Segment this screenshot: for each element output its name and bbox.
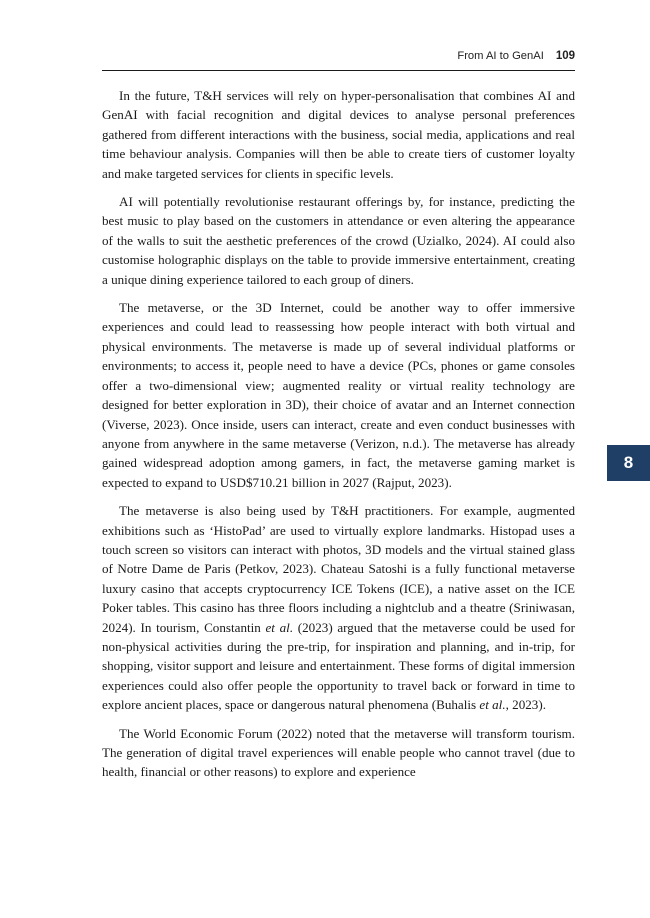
running-head bbox=[102, 48, 575, 64]
paragraph-text: The metaverse, or the 3D Internet, could be another way to offer immersive experiences and could lead to reassessing how people interact with both virtual and physical environments. The metaverse is made up of several individual platforms or environments; to access it, people need to have a device (PCs, phones or game consoles offer a two-dimensional view; augmented reality or virtual reality technology are designed for better exploration in 3D), their choice of avatar and an Internet connection (Viverse, 2023). Once inside, users can interact, create and even conduct businesses with anyone from anywhere in the same metaverse (Verizon, n.d.). The metaverse has already gained widespread adoption among gamers, in fact, the metaverse gaming market is expected to expand to USD$710.21 billion in 2027 (Rajput, 2023). bbox=[102, 300, 575, 490]
page-number: 109 bbox=[555, 50, 575, 62]
paragraph-text: The metaverse is also being used by T&H practitioners. For example, augmented exhibitions such as ‘HistoPad’ are used to virtually explore landmarks. Histopad uses a touch screen so visitors can interact with photos, 3D models and the virtual stained glass of Notre Dame de Paris (Petkov, 2023). Chateau Satoshi is a fully functional metaverse luxury casino that accepts cryptocurrency ICE Tokens (ICE), a native asset on the ICE Poker tables. This casino has three floors including a nightclub and a theatre (Sriniwasan, 2024). In tourism, Constantin bbox=[102, 503, 575, 635]
chapter-tab bbox=[607, 445, 650, 481]
paragraph-text: In the future, T&H services will rely on hyper-personalisation that combines AI and GenAI with facial recognition and digital devices to analyse personal preferences gathered from different interactions with the business, social media, applications and real time behaviour analysis. Companies will then be able to create tiers of customer loyalty and make targeted services for clients in specific levels. bbox=[102, 88, 575, 181]
paragraph-text: (2023) argued that the metaverse could be used for non-physical activities during the pre-trip, for inspiration and planning, and in-trip, for shopping, visitor support and leisure and entertainment. These forms of digital immersion experiences could also offer people the opportunity to travel back or forward in time to explore ancient places, space or dangerous natural phenomena (Buhalis bbox=[102, 619, 575, 713]
paragraph-3 bbox=[102, 298, 575, 492]
header-rule bbox=[102, 70, 575, 71]
paragraph-5 bbox=[102, 724, 575, 782]
paragraph-4 bbox=[102, 501, 575, 714]
paragraph-text: , 2023). bbox=[505, 697, 546, 713]
paragraph-2 bbox=[102, 192, 575, 289]
italic-text: et al. bbox=[479, 697, 506, 713]
italic-text: et al. bbox=[265, 619, 294, 635]
paragraph-1 bbox=[102, 86, 575, 183]
paragraph-text: The World Economic Forum (2022) noted that the metaverse will transform tourism. The generation of digital travel experiences will enable people who cannot travel (due to health, financial or other reasons) to explore and experience bbox=[102, 725, 575, 780]
chapter-number: 8 bbox=[623, 453, 634, 472]
running-title: From AI to GenAI bbox=[457, 50, 544, 62]
paragraph-text: AI will potentially revolutionise restaurant offerings by, for instance, predicting the best music to play based on the customers in attendance or even altering the appearance of the walls to suit the aesthetic preferences of the crowd (Uzialko, 2024). AI could also customise holographic displays on the table to provide immersive entertainment, creating a unique dining experience tailored to each group of diners. bbox=[102, 194, 575, 287]
body-text bbox=[102, 86, 575, 782]
